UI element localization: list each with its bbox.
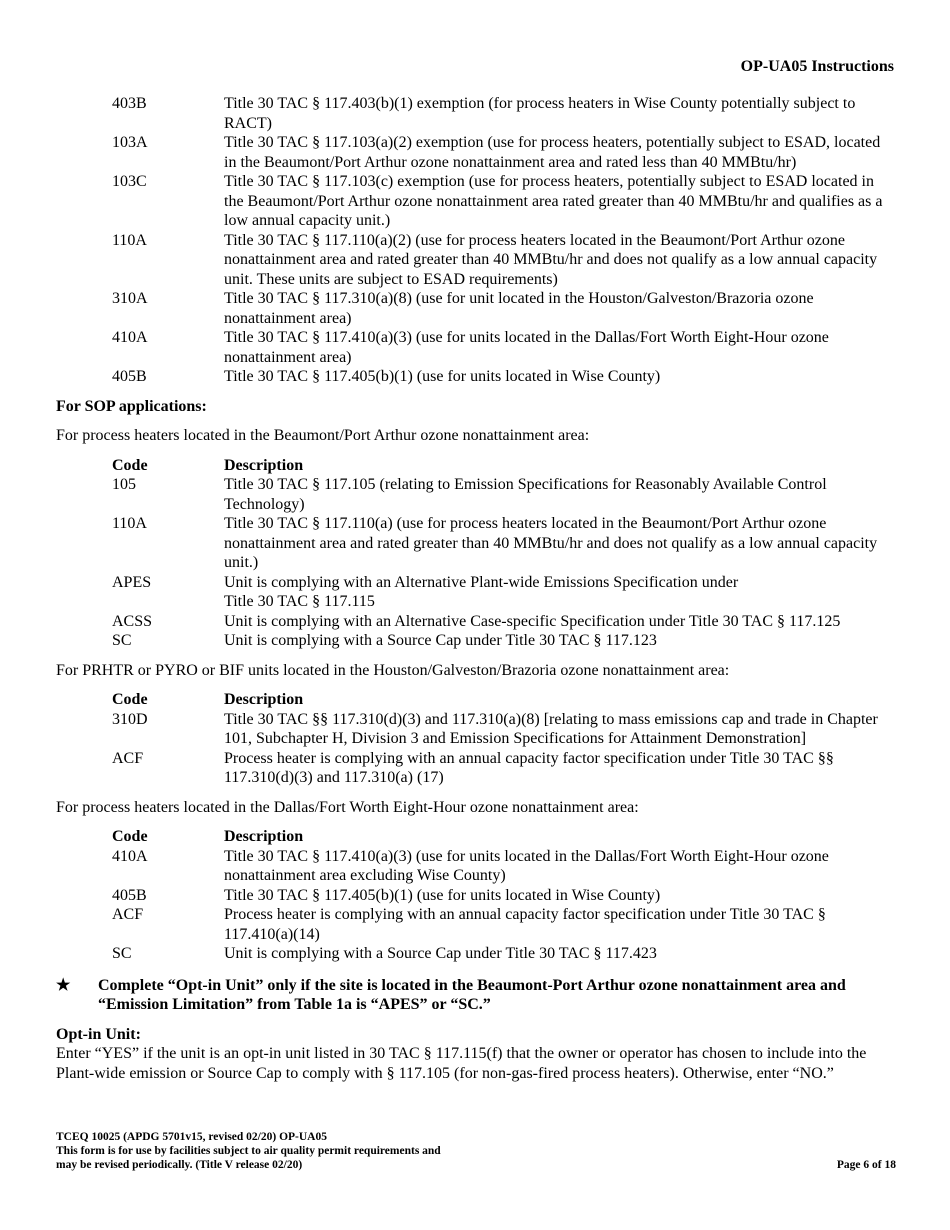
- code-column-header: Code: [112, 456, 148, 474]
- code-cell: 110A: [112, 231, 147, 249]
- table-row: [112, 367, 896, 387]
- code-cell: 403B: [112, 95, 147, 112]
- table-row: [112, 94, 896, 133]
- bpa-code-table: [112, 456, 896, 651]
- table-row: [112, 886, 896, 906]
- description-cell: Title 30 TAC § 117.405(b)(1) (use for units located in Wise County): [224, 886, 661, 904]
- code-cell: 310A: [112, 290, 148, 307]
- code-cell: 405B: [112, 368, 147, 385]
- code-cell: SC: [112, 632, 132, 649]
- table-row: [112, 514, 896, 573]
- description-cell: Title 30 TAC § 117.410(a)(3) (use for units located in the Dallas/Fort Worth Eight-Hour ozone nonattainment area): [224, 329, 829, 366]
- description-cell: Title 30 TAC § 117.110(a)(2) (use for process heaters located in the Beaumont/Port Arthur ozone nonattainment area and rated greater than 40 MMBtu/hr and does not qualify as a low annual capacity unit. These units are subject to ESAD requirements): [224, 231, 878, 288]
- description-column-header: Description: [224, 456, 304, 474]
- code-cell: 103C: [112, 173, 147, 190]
- table-row: [112, 133, 896, 172]
- code-column-header: Code: [112, 691, 148, 708]
- footer-form-id: TCEQ 10025 (APDG 5701v15, revised 02/20) OP-UA05: [56, 1131, 327, 1143]
- page-footer: [56, 1130, 896, 1172]
- top-code-table: [112, 94, 896, 387]
- table-header-row: [112, 827, 896, 847]
- description-cell: [224, 573, 896, 612]
- table-row: [112, 612, 896, 632]
- description-column-header: Description: [224, 691, 304, 708]
- footer-notice-line1: This form is for use by facilities subject to air quality permit requirements and: [56, 1145, 441, 1157]
- code-cell: 405B: [112, 886, 147, 904]
- hgb-intro: For PRHTR or PYRO or BIF units located in the Houston/Galveston/Brazoria ozone nonattainment area:: [56, 661, 730, 679]
- description-cell: Title 30 TAC § 117.410(a)(3) (use for units located in the Dallas/Fort Worth Eight-Hour ozone nonattainment area excluding Wise County): [224, 847, 829, 884]
- description-line: Title 30 TAC § 117.115: [224, 593, 375, 610]
- table-row: [112, 749, 896, 788]
- opt-in-note: [56, 976, 896, 1015]
- table-row: [112, 944, 896, 964]
- description-cell: Unit is complying with a Source Cap under Title 30 TAC § 117.123: [224, 632, 657, 649]
- code-cell: 110A: [112, 515, 147, 532]
- table-header-row: [112, 690, 896, 710]
- table-row: [112, 847, 896, 886]
- code-cell: 410A: [112, 847, 148, 865]
- description-line: Unit is complying with an Alternative Plant-wide Emissions Specification under: [224, 573, 739, 591]
- description-cell: Unit is complying with a Source Cap under Title 30 TAC § 117.423: [224, 945, 657, 962]
- code-cell: ACF: [112, 749, 144, 767]
- description-cell: Process heater is complying with an annual capacity factor specification under Title 30 TAC §§ 117.310(d)(3) and 117.310(a) (17): [224, 749, 834, 786]
- code-cell: APES: [112, 573, 152, 591]
- description-cell: Title 30 TAC § 117.310(a)(8) (use for unit located in the Houston/Galveston/Brazoria ozone nonattainment area): [224, 290, 814, 327]
- page-header-title: OP-UA05 Instructions: [740, 58, 894, 75]
- description-cell: Title 30 TAC § 117.110(a) (use for process heaters located in the Beaumont/Port Arthur ozone nonattainment area and rated greater than 40 MMBtu/hr and does not qualify as a low annual capacity unit.): [224, 515, 878, 571]
- description-cell: Title 30 TAC § 117.405(b)(1) (use for units located in Wise County): [224, 368, 661, 385]
- dfw-code-table: [112, 827, 896, 964]
- table-row: [112, 328, 896, 367]
- star-icon: ★: [56, 976, 71, 994]
- opt-in-description: Enter “YES” if the unit is an opt-in unit listed in 30 TAC § 117.115(f) that the owner or operator has chosen to include into the Plant-wide emission or Source Cap to comply with § 117.105 (for non-gas-fired process heaters). Otherwise, enter “NO.”: [56, 1045, 867, 1082]
- table-row: [112, 631, 896, 651]
- code-cell: 105: [112, 476, 136, 493]
- code-cell: ACSS: [112, 612, 153, 630]
- table-header-row: [112, 456, 896, 476]
- description-cell: Unit is complying with an Alternative Case-specific Specification under Title 30 TAC § 117.125: [224, 612, 841, 630]
- footer-notice-line2: may be revised periodically. (Title V release 02/20): [56, 1159, 303, 1171]
- description-cell: Title 30 TAC § 117.105 (relating to Emission Specifications for Reasonably Available Control Technology): [224, 476, 827, 513]
- table-row: [112, 710, 896, 749]
- description-cell: Process heater is complying with an annual capacity factor specification under Title 30 TAC § 117.410(a)(14): [224, 906, 826, 943]
- code-cell: ACF: [112, 906, 144, 923]
- opt-in-note-text: Complete “Opt-in Unit” only if the site is located in the Beaumont-Port Arthur ozone nonattainment area and “Emission Limitation” from Table 1a is “APES” or “SC.”: [98, 976, 846, 1013]
- dfw-intro: For process heaters located in the Dallas/Fort Worth Eight-Hour ozone nonattainment area:: [56, 798, 639, 816]
- table-row: [112, 905, 896, 944]
- document-body: [56, 94, 896, 1083]
- hgb-code-table: [112, 690, 896, 788]
- bpa-intro: For process heaters located in the Beaumont/Port Arthur ozone nonattainment area:: [56, 427, 590, 444]
- description-column-header: Description: [224, 828, 304, 845]
- table-row: [112, 475, 896, 514]
- page-number: Page 6 of 18: [836, 1159, 896, 1171]
- table-row: [112, 289, 896, 328]
- code-cell: SC: [112, 945, 132, 962]
- sop-heading: For SOP applications:: [56, 397, 207, 415]
- code-cell: 103A: [112, 134, 148, 151]
- code-column-header: Code: [112, 828, 148, 845]
- table-row: [112, 172, 896, 231]
- opt-in-heading: Opt-in Unit:: [56, 1025, 141, 1043]
- description-cell: Title 30 TAC §§ 117.310(d)(3) and 117.310(a)(8) [relating to mass emissions cap and trade in Chapter 101, Subchapter H, Division 3 and Emission Specifications for Attainment Demonstration]: [224, 710, 878, 747]
- description-cell: Title 30 TAC § 117.403(b)(1) exemption (for process heaters in Wise County potentially subject to RACT): [224, 95, 856, 132]
- table-row: [112, 573, 896, 612]
- table-row: [112, 231, 896, 290]
- description-cell: Title 30 TAC § 117.103(a)(2) exemption (use for process heaters, potentially subject to ESAD, located in the Beaumont/Port Arthur ozone nonattainment area and rated less than 40 MMBtu/hr): [224, 134, 881, 171]
- code-cell: 410A: [112, 329, 148, 346]
- code-cell: 310D: [112, 710, 148, 728]
- description-cell: Title 30 TAC § 117.103(c) exemption (use for process heaters, potentially subject to ESAD located in the Beaumont/Port Arthur ozone nonattainment area rated greater than 40 MMBtu/hr and qualifies as a low annual capacity unit.): [224, 173, 883, 229]
